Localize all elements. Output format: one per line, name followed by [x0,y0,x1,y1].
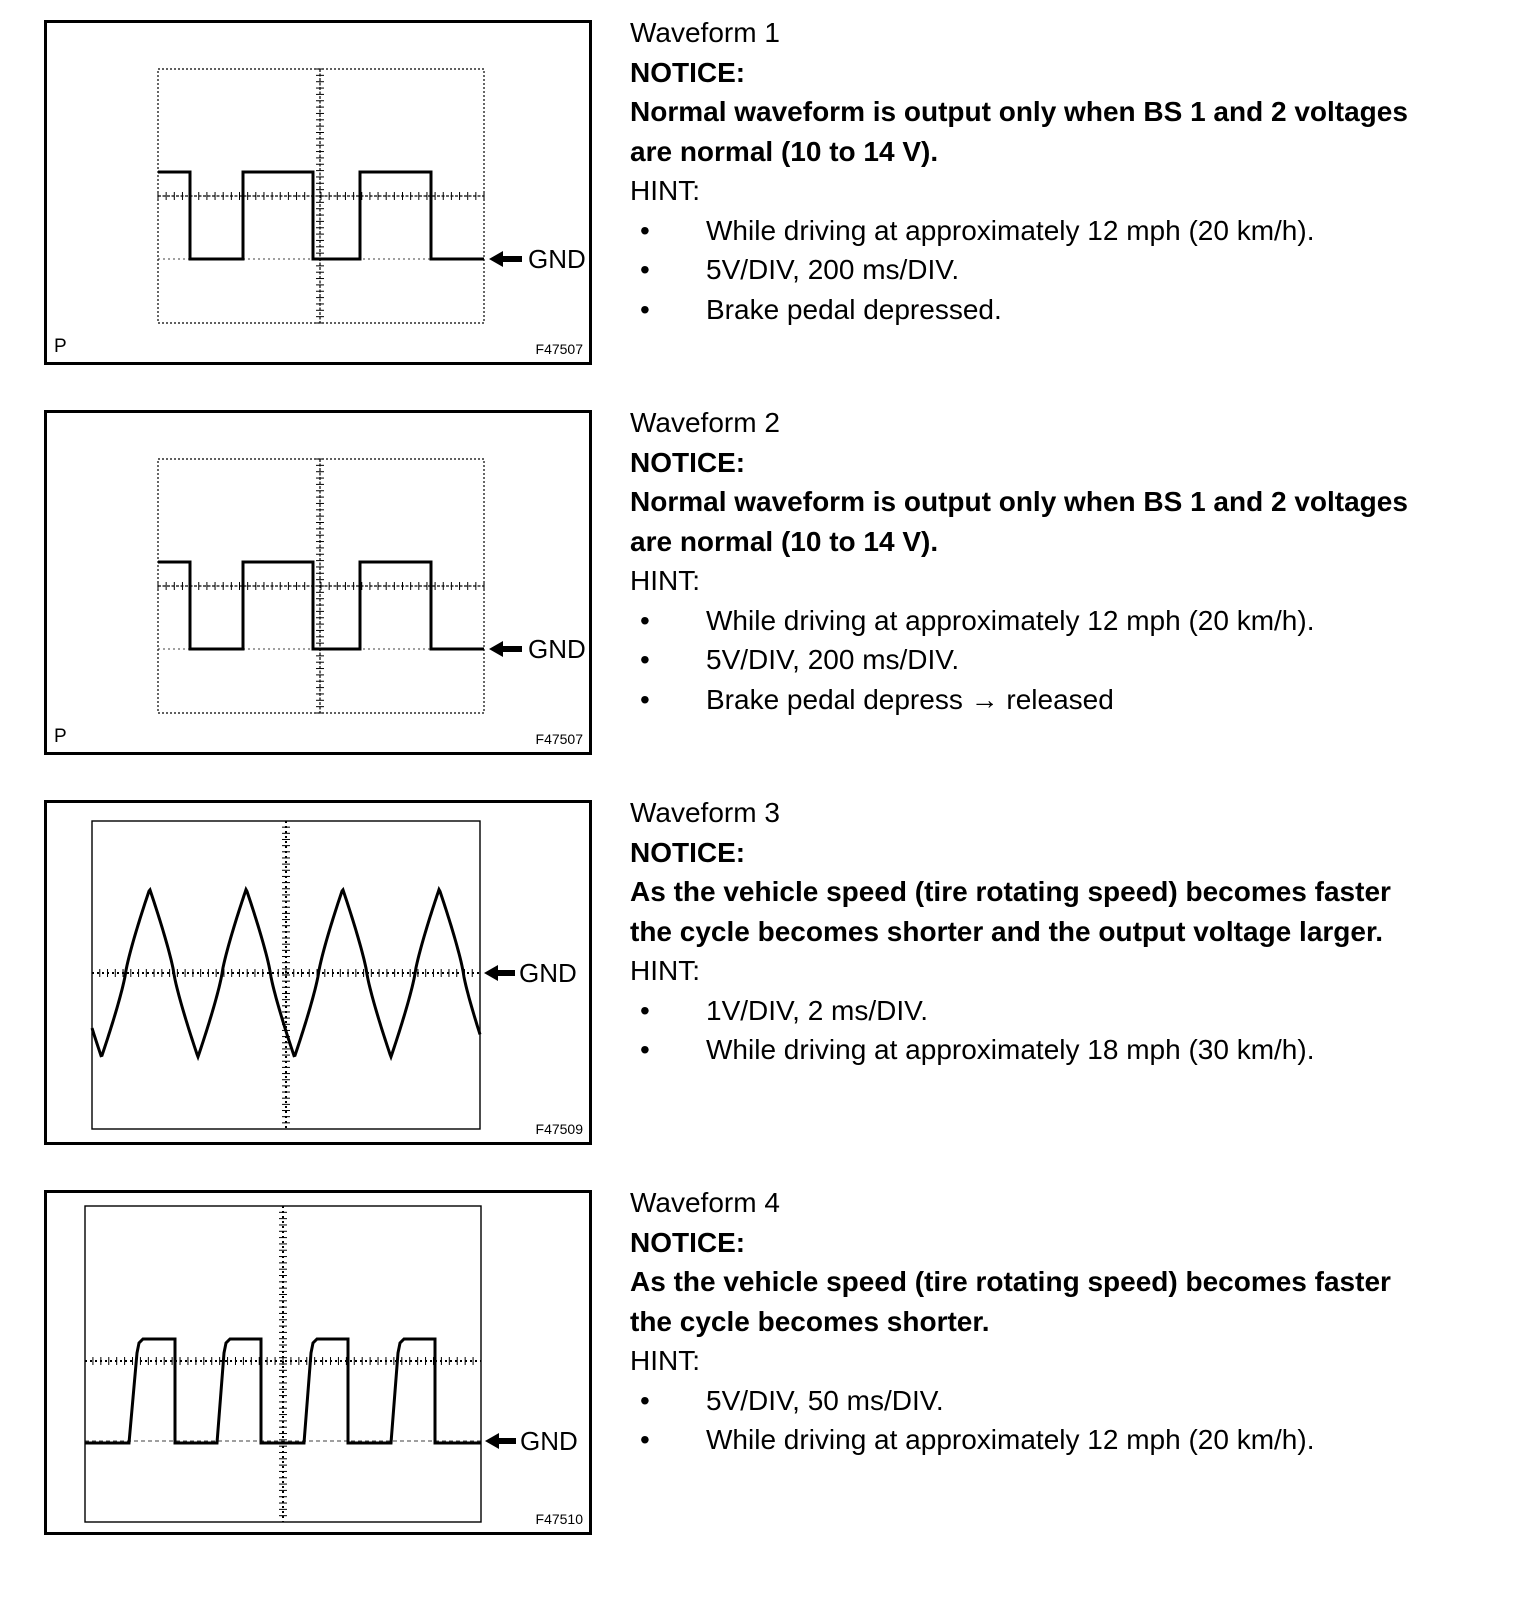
gnd-arrow-icon [485,1433,516,1449]
hint-item: • While driving at approximately 12 mph (20 km/h). [630,601,1510,641]
hint-item: • 5V/DIV, 200 ms/DIV. [630,640,1510,680]
notice-line: are normal (10 to 14 V). [630,135,939,167]
figure-corner-label: P [54,336,67,357]
notice-line: As the vehicle speed (tire rotating speed) becomes faster [630,876,1391,907]
waveform-2-figure [44,410,592,755]
hint-label: HINT: [630,1345,700,1376]
waveform-3-section [0,797,1520,1155]
figure-id: F47507 [535,341,583,357]
hint-item: • 5V/DIV, 50 ms/DIV. [630,1381,1510,1421]
gnd-label: GND [520,1426,578,1456]
waveform-title: Waveform 4 [630,1187,780,1218]
hint-label: HINT: [630,175,700,206]
notice-line: the cycle becomes shorter and the output voltage larger. [630,915,1384,947]
waveform-4-text [630,1183,1510,1460]
gnd-label: GND [528,634,586,664]
hint-item: • Brake pedal depressed. [630,290,1510,330]
notice-label: NOTICE: [630,56,746,88]
waveform-1-section [0,17,1520,375]
waveform-3-scope [47,803,589,1142]
waveform-1-text [630,13,1510,329]
hint-item: • While driving at approximately 12 mph (20 km/h). [630,211,1510,251]
waveform-3-figure [44,800,592,1145]
waveform-title: Waveform 2 [630,407,780,438]
notice-line: As the vehicle speed (tire rotating speed) becomes faster [630,1266,1391,1297]
hint-item: • While driving at approximately 12 mph (20 km/h). [630,1420,1510,1460]
waveform-1-figure [44,20,592,365]
gnd-arrow-icon [489,641,522,657]
figure-id: F47507 [535,731,583,747]
hint-item: • 5V/DIV, 200 ms/DIV. [630,250,1510,290]
waveform-1-scope [47,23,589,362]
figure-id: F47510 [535,1511,583,1527]
hint-item: • While driving at approximately 18 mph (30 km/h). [630,1030,1510,1070]
gnd-label: GND [528,244,586,274]
scope-ticks [158,69,484,323]
gnd-arrow-icon [484,965,515,981]
waveform-4-section [0,1187,1520,1545]
hint-label: HINT: [630,955,700,986]
scope-ticks [158,459,484,713]
waveform-4-scope [47,1193,589,1532]
gnd-label: GND [519,958,577,988]
waveform-2-section [0,407,1520,765]
notice-line: Normal waveform is output only when BS 1 and 2 voltages [630,486,1408,517]
waveform-4-figure [44,1190,592,1535]
hint-item: • Brake pedal depress → released [630,680,1510,720]
figure-corner-label: P [54,726,67,747]
notice-label: NOTICE: [630,836,746,868]
scope-ticks [85,1206,481,1522]
waveform-title: Waveform 1 [630,17,780,48]
notice-label: NOTICE: [630,446,746,478]
waveform-title: Waveform 3 [630,797,780,828]
hint-item: • 1V/DIV, 2 ms/DIV. [630,991,1510,1031]
waveform-2-scope [47,413,589,752]
waveform-3-text [630,793,1510,1070]
notice-line: Normal waveform is output only when BS 1 and 2 voltages [630,96,1408,127]
waveform-2-text [630,403,1510,719]
figure-id: F47509 [535,1121,583,1137]
notice-line: the cycle becomes shorter. [630,1305,990,1337]
notice-label: NOTICE: [630,1226,746,1258]
hint-label: HINT: [630,565,700,596]
gnd-arrow-icon [489,251,522,267]
notice-line: are normal (10 to 14 V). [630,525,939,557]
